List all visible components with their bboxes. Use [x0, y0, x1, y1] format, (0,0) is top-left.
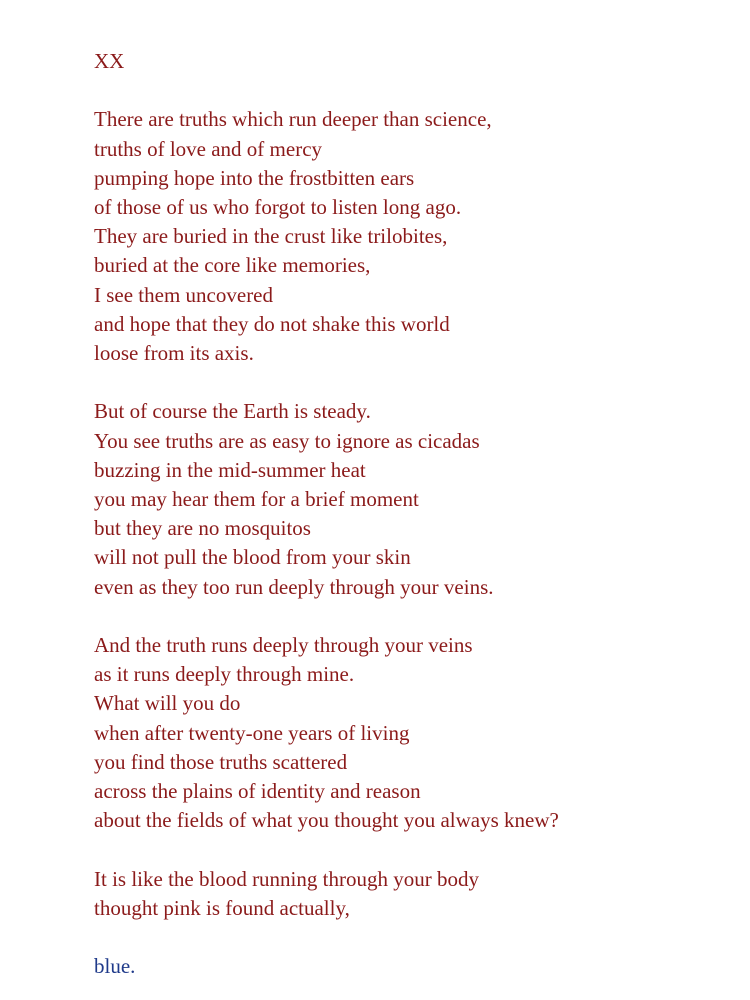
stanza: [94, 865, 750, 923]
poem-line: pumping hope into the frostbitten ears: [94, 165, 415, 190]
poem-line: thought pink is found actually,: [94, 895, 350, 920]
final-word: blue.: [94, 954, 136, 979]
poem-line: across the plains of identity and reason: [94, 779, 421, 804]
poem-line: There are truths which run deeper than science,: [94, 107, 492, 132]
poem-line: as it runs deeply through mine.: [94, 662, 355, 687]
poem-line: And the truth runs deeply through your veins: [94, 633, 473, 658]
final-stanza: [94, 952, 750, 981]
poem-line: when after twenty-one years of living: [94, 720, 410, 745]
poem-line: even as they too run deeply through your veins.: [94, 574, 494, 599]
poem-line: buried at the core like memories,: [94, 253, 371, 278]
poem-line: you find those truths scattered: [94, 749, 348, 774]
poem-line: about the fields of what you thought you always knew?: [94, 808, 559, 833]
poem-line: I see them uncovered: [94, 282, 274, 307]
stanza: [94, 397, 750, 601]
stanza: [94, 105, 750, 368]
poem-line: you may hear them for a brief moment: [94, 487, 419, 512]
poem-line: truths of love and of mercy: [94, 136, 323, 161]
poem-line: but they are no mosquitos: [94, 516, 311, 541]
poem-line: of those of us who forgot to listen long ago.: [94, 195, 462, 219]
poem-body: [94, 105, 750, 923]
poem-line: It is like the blood running through your body: [94, 866, 479, 891]
poem-title: XX: [94, 49, 125, 73]
poem-line: and hope that they do not shake this world: [94, 311, 450, 336]
poem-line: But of course the Earth is steady.: [94, 399, 371, 424]
poem-line: buzzing in the mid-summer heat: [94, 457, 366, 482]
poem-line: will not pull the blood from your skin: [94, 545, 411, 570]
stanza: [94, 631, 750, 835]
poem-line: You see truths are as easy to ignore as cicadas: [94, 428, 480, 453]
poem-line: They are buried in the crust like trilobites,: [94, 224, 448, 249]
poem-line: loose from its axis.: [94, 341, 254, 366]
poem-line: What will you do: [94, 691, 241, 716]
